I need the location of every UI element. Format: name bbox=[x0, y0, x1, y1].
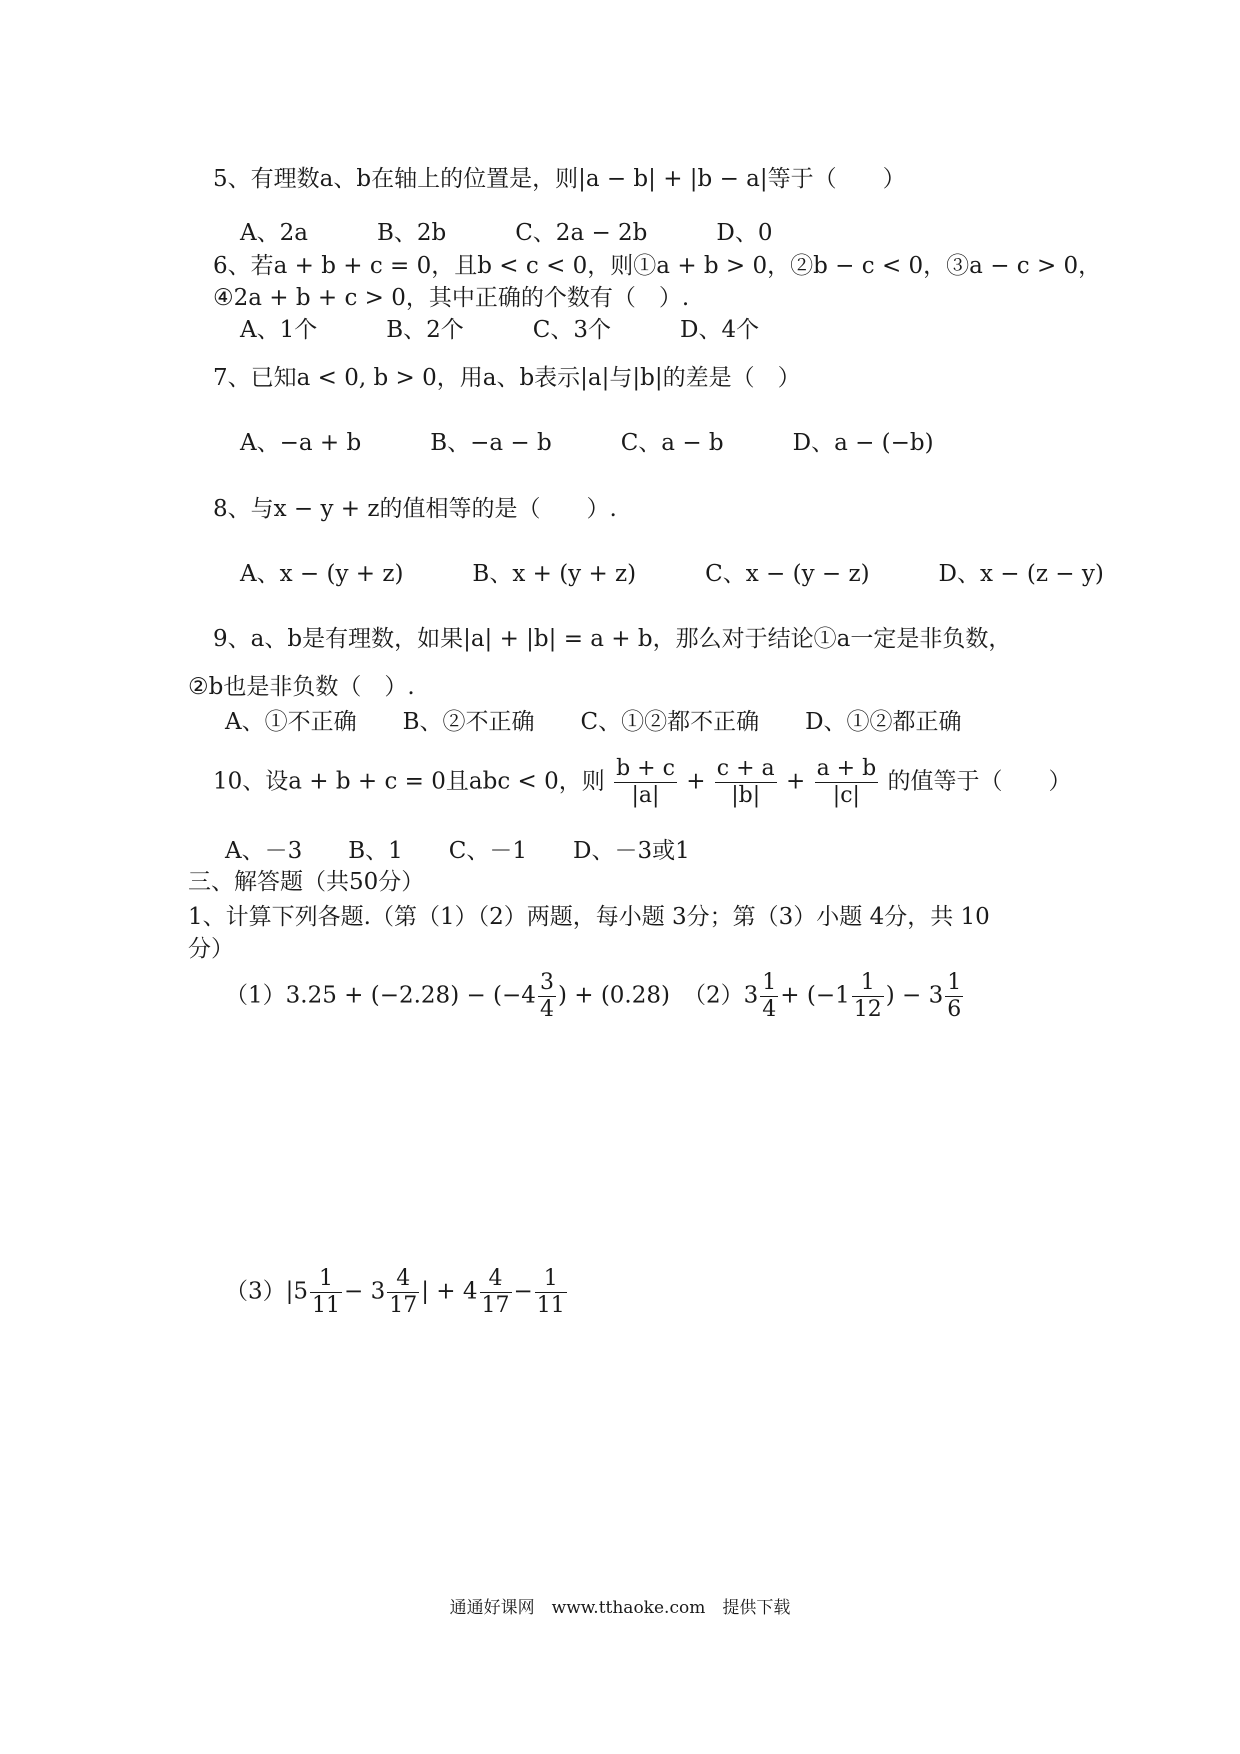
problem-1-suffix: ) + (0.28) bbox=[557, 982, 670, 1009]
q8-options: A、x − (y + z) B、x + (y + z) C、x − (y − z) D、x − (z − y) bbox=[240, 561, 1104, 587]
q7-options: A、−a + b B、−a − b C、a − b D、a − (−b) bbox=[240, 430, 934, 456]
problem-3 bbox=[225, 1266, 569, 1319]
q10-line bbox=[213, 756, 1072, 809]
problem-2-fraction-3: $\frac{1}{6}$ bbox=[947, 970, 962, 1022]
q6-options: A、1个 B、2个 C、3个 D、4个 bbox=[240, 317, 760, 343]
section3-q1-line1: 1、计算下列各题.（第（1）（2）两题，每小题 3分；第（3）小题 4分，共 10 bbox=[188, 904, 990, 930]
page-footer: 通通好课网 www.tthaoke.com 提供下载 bbox=[449, 1598, 791, 1618]
q9-line2: ②b也是非负数（ ）. bbox=[188, 674, 415, 700]
problem-2-label: （2）3 bbox=[683, 982, 759, 1009]
problem-1-prefix: （1）3.25 + (−2.28) − (−4 bbox=[225, 982, 536, 1009]
q5-text: 5、有理数a、b在轴上的位置是，则|a − b| + |b − a|等于（ ） bbox=[213, 166, 906, 192]
q9-options: A、①不正确 B、②不正确 C、①②都不正确 D、①②都正确 bbox=[225, 709, 962, 735]
q10-options: A、－3 B、1 C、－1 D、－3或1 bbox=[225, 838, 690, 864]
problem-1-fraction: $\frac{3}{4}$ bbox=[539, 970, 554, 1022]
problem-1 bbox=[225, 970, 670, 1023]
problem-2-fraction-1: $\frac{1}{4}$ bbox=[762, 970, 777, 1022]
problem-3-fraction-3: $\frac{4}{17}$ bbox=[481, 1266, 510, 1318]
q10-suffix: 的值等于（ ） bbox=[887, 768, 1072, 795]
q10-plus-2: + bbox=[785, 768, 806, 795]
q6-line1: 6、若a + b + c = 0，且b < c < 0，则①a + b > 0，②b − c < 0，③a − c > 0， bbox=[213, 253, 1102, 279]
q5-options: A、2a B、2b C、2a − 2b D、0 bbox=[240, 220, 773, 246]
problem-3-label: （3）|5 bbox=[225, 1278, 309, 1305]
problem-3-mid1: − 3 bbox=[344, 1278, 386, 1305]
problem-3-fraction-1: $\frac{1}{11}$ bbox=[312, 1266, 341, 1318]
q7-text: 7、已知a < 0, b > 0，用a、b表示|a|与|b|的差是（ ） bbox=[213, 365, 801, 391]
q8-text: 8、与x − y + z的值相等的是（ ）. bbox=[213, 496, 617, 522]
q9-line1: 9、a、b是有理数，如果|a| + |b| = a + b，那么对于结论①a一定是非负数， bbox=[213, 626, 1012, 652]
section3-title: 三、解答题（共50分） bbox=[188, 869, 425, 895]
q10-prefix: 10、设a + b + c = 0且abc < 0，则 bbox=[213, 768, 605, 795]
problem-3-mid3: − bbox=[513, 1278, 533, 1305]
problem-3-fraction-2: $\frac{4}{17}$ bbox=[389, 1266, 418, 1318]
q10-fraction-3: $\frac{a + b}{|c|}$ bbox=[816, 756, 877, 808]
q10-fraction-1: $\frac{b + c}{|a|}$ bbox=[616, 756, 675, 808]
problem-2-mid: + (−1 bbox=[780, 982, 850, 1009]
problem-2-fraction-2: $\frac{1}{12}$ bbox=[853, 970, 882, 1022]
problem-2 bbox=[683, 970, 965, 1023]
problem-3-mid2: | + 4 bbox=[421, 1278, 478, 1305]
problem-2-mid2: ) − 3 bbox=[885, 982, 944, 1009]
q10-plus-1: + bbox=[686, 768, 706, 795]
q10-fraction-2: $\frac{c + a}{|b|}$ bbox=[716, 756, 775, 808]
problem-3-fraction-4: $\frac{1}{11}$ bbox=[536, 1266, 565, 1318]
section3-q1-line2: 分） bbox=[188, 936, 234, 962]
q6-line2: ④2a + b + c > 0，其中正确的个数有（ ）. bbox=[213, 285, 690, 311]
